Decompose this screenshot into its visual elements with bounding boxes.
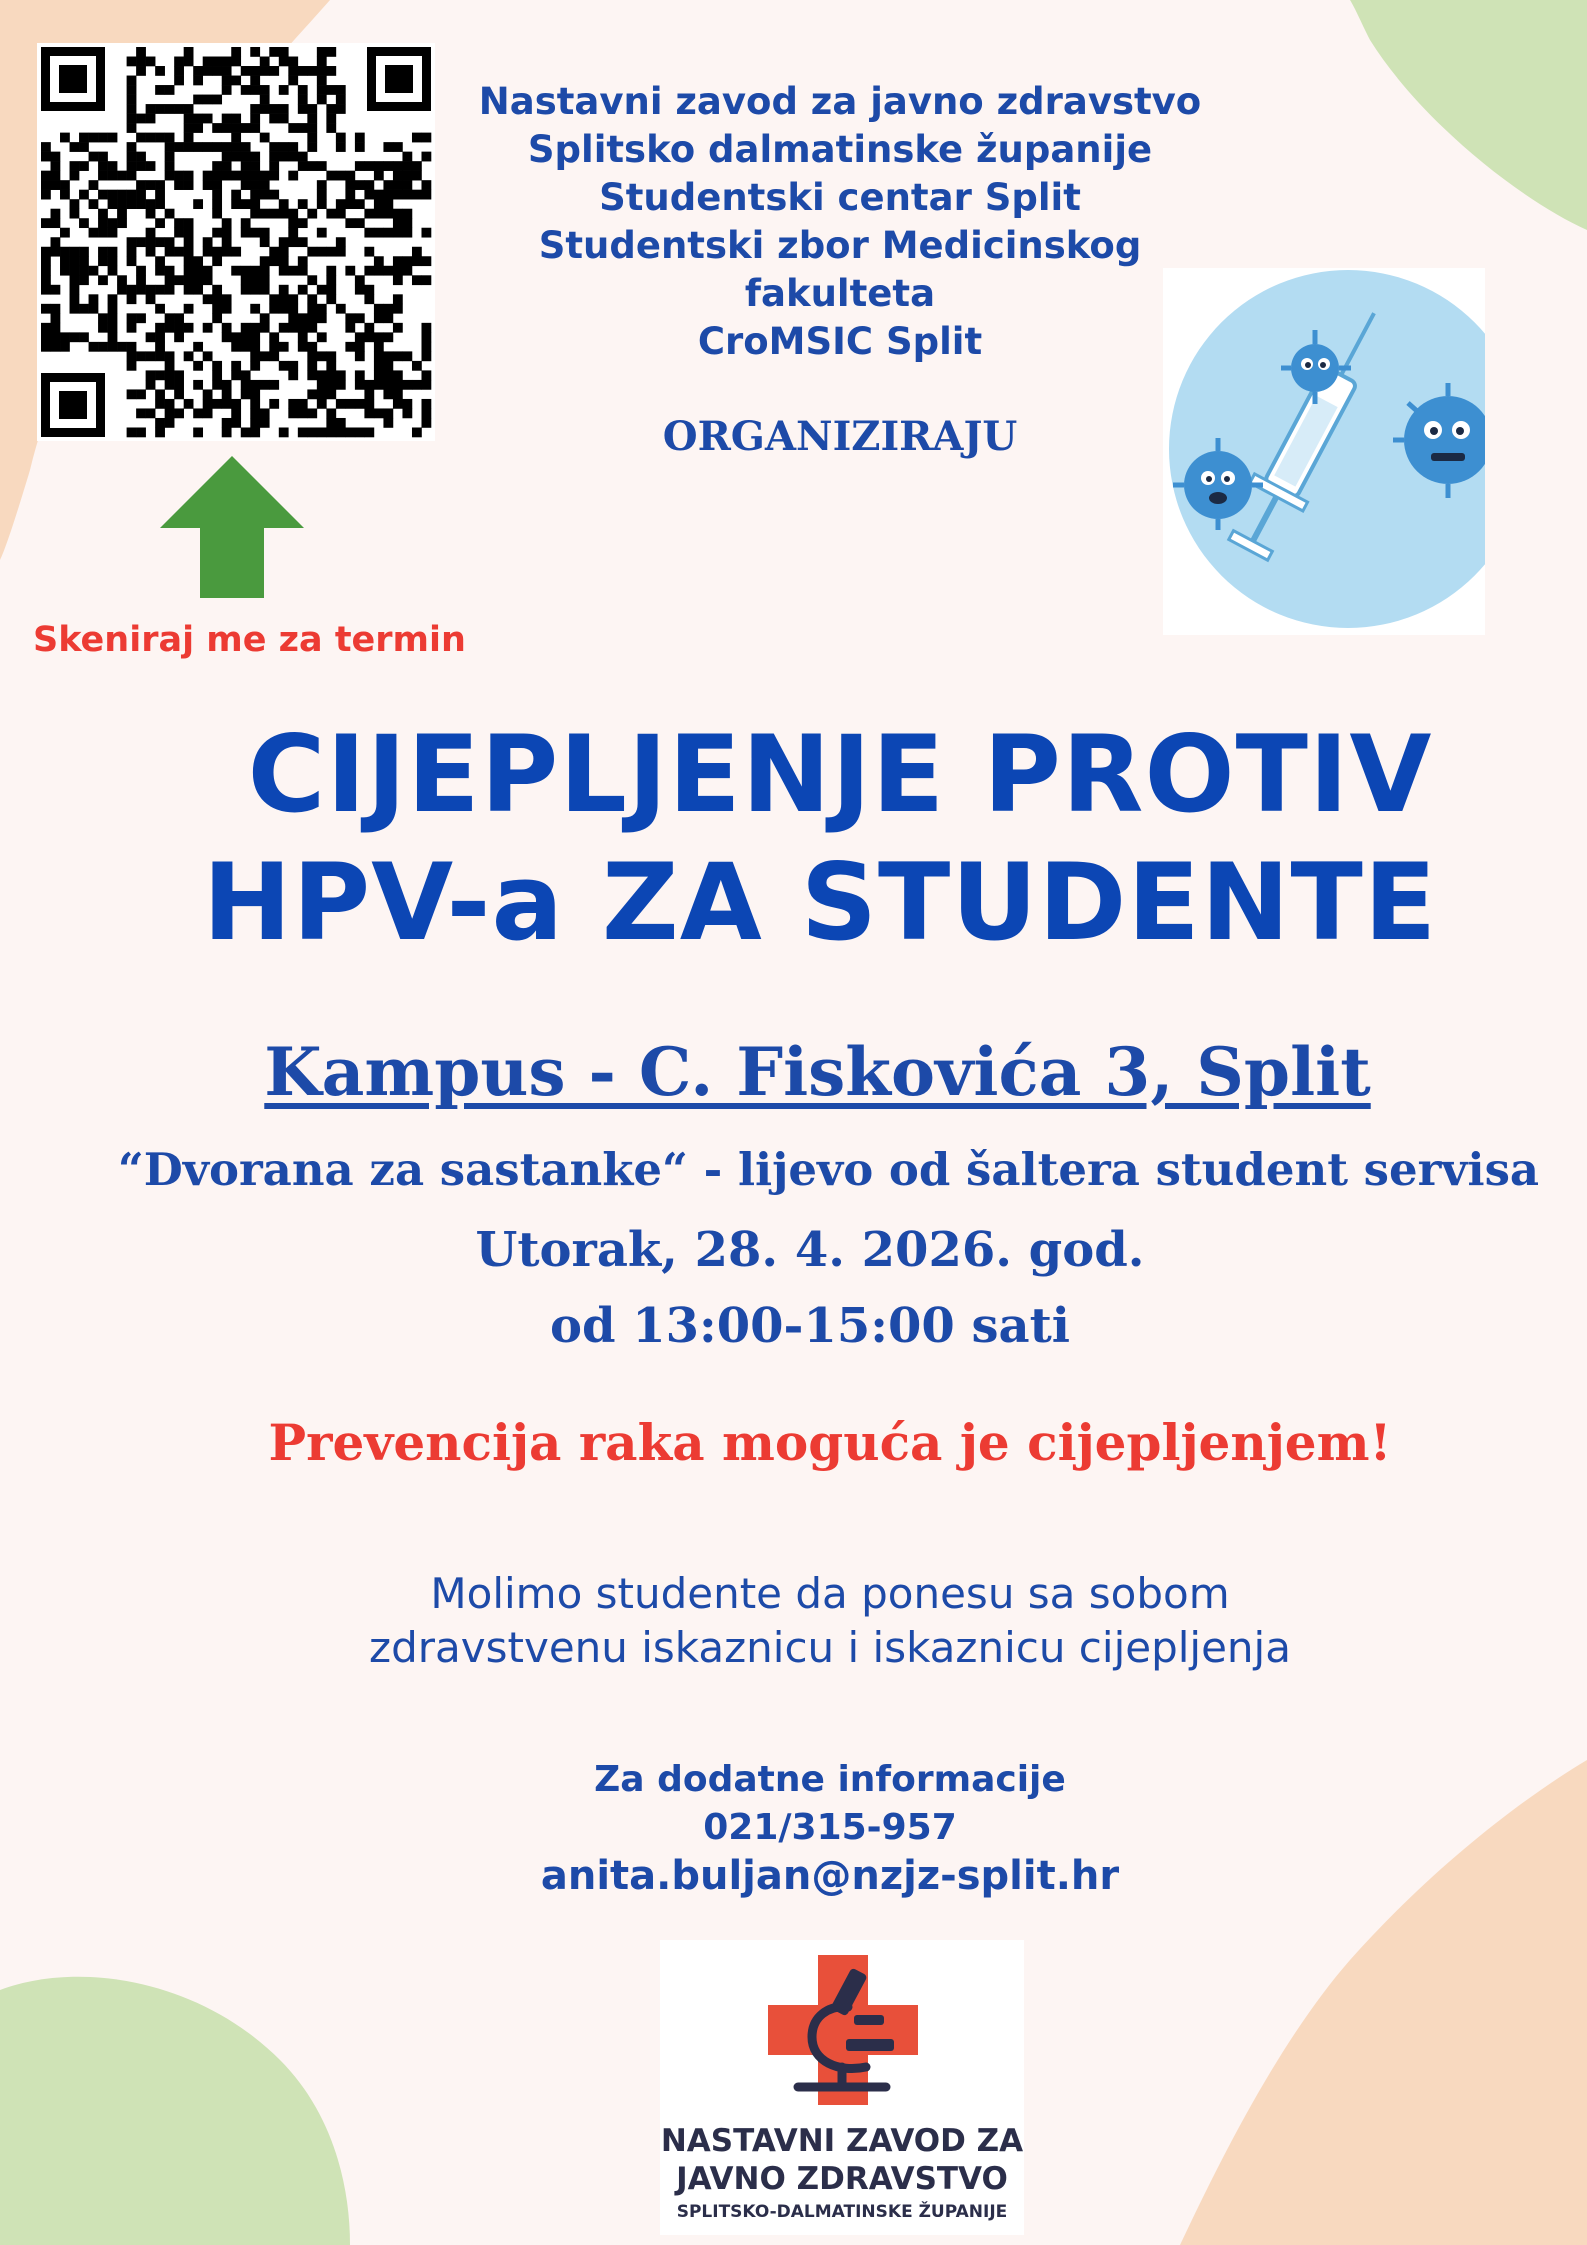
contact-phone[interactable]: 021/315-957 bbox=[703, 1807, 957, 1848]
virus-syringe-icon bbox=[1163, 268, 1485, 635]
event-time: od 13:00-15:00 sati bbox=[549, 1298, 1071, 1354]
slogan: Prevencija raka moguća je cijepljenjem! bbox=[268, 1413, 1392, 1472]
request-text bbox=[0, 1567, 1587, 1675]
medical-cross-microscope-icon bbox=[768, 1955, 918, 2105]
event-date: Utorak, 28. 4. 2026. god. bbox=[475, 1222, 1145, 1278]
contact-info bbox=[0, 1756, 1587, 1900]
organizer-line: Studentski zbor Medicinskog bbox=[538, 224, 1142, 267]
qr-code-pattern bbox=[37, 43, 435, 441]
event-location: Kampus - C. Fiskovića 3, Split bbox=[264, 1033, 1371, 1111]
request-line-2: zdravstvenu iskaznicu i iskaznicu cijepljenja bbox=[369, 1623, 1291, 1672]
logo-line-2: JAVNO ZDRAVSTVO bbox=[676, 2161, 1008, 2197]
up-arrow-icon bbox=[160, 456, 304, 598]
organizer-line: Splitsko dalmatinske županije bbox=[527, 128, 1153, 171]
event-venue: “Dvorana za sastanke“ - lijevo od šaltera student servisa bbox=[117, 1143, 1540, 1196]
organizer-list bbox=[455, 78, 1225, 366]
request-line-1: Molimo studente da ponesu sa sobom bbox=[430, 1569, 1230, 1618]
organizer-line: Nastavni zavod za javno zdravstvo bbox=[478, 80, 1202, 123]
logo-line-1: NASTAVNI ZAVOD ZA bbox=[660, 2123, 1024, 2159]
scan-caption: Skeniraj me za termin bbox=[33, 620, 466, 660]
organizer-line: Studentski centar Split bbox=[599, 176, 1081, 219]
contact-heading: Za dodatne informacije bbox=[594, 1759, 1066, 1800]
qr-code[interactable] bbox=[37, 43, 435, 441]
headline bbox=[0, 710, 1587, 970]
virus-illustration bbox=[1163, 268, 1485, 635]
logo-text bbox=[660, 2122, 1024, 2226]
headline-line-2: HPV-a ZA STUDENTE bbox=[202, 841, 1438, 964]
organize-label: ORGANIZIRAJU bbox=[662, 413, 1018, 460]
institute-logo bbox=[660, 1940, 1024, 2235]
headline-line-1: CIJEPLJENJE PROTIV bbox=[247, 713, 1433, 836]
organizer-line: CroMSIC Split bbox=[697, 320, 983, 363]
organizer-line: fakulteta bbox=[744, 272, 936, 315]
contact-email[interactable]: anita.buljan@nzjz-split.hr bbox=[540, 1853, 1120, 1899]
logo-line-3: SPLITSKO-DALMATINSKE ŽUPANIJE bbox=[676, 2202, 1008, 2222]
